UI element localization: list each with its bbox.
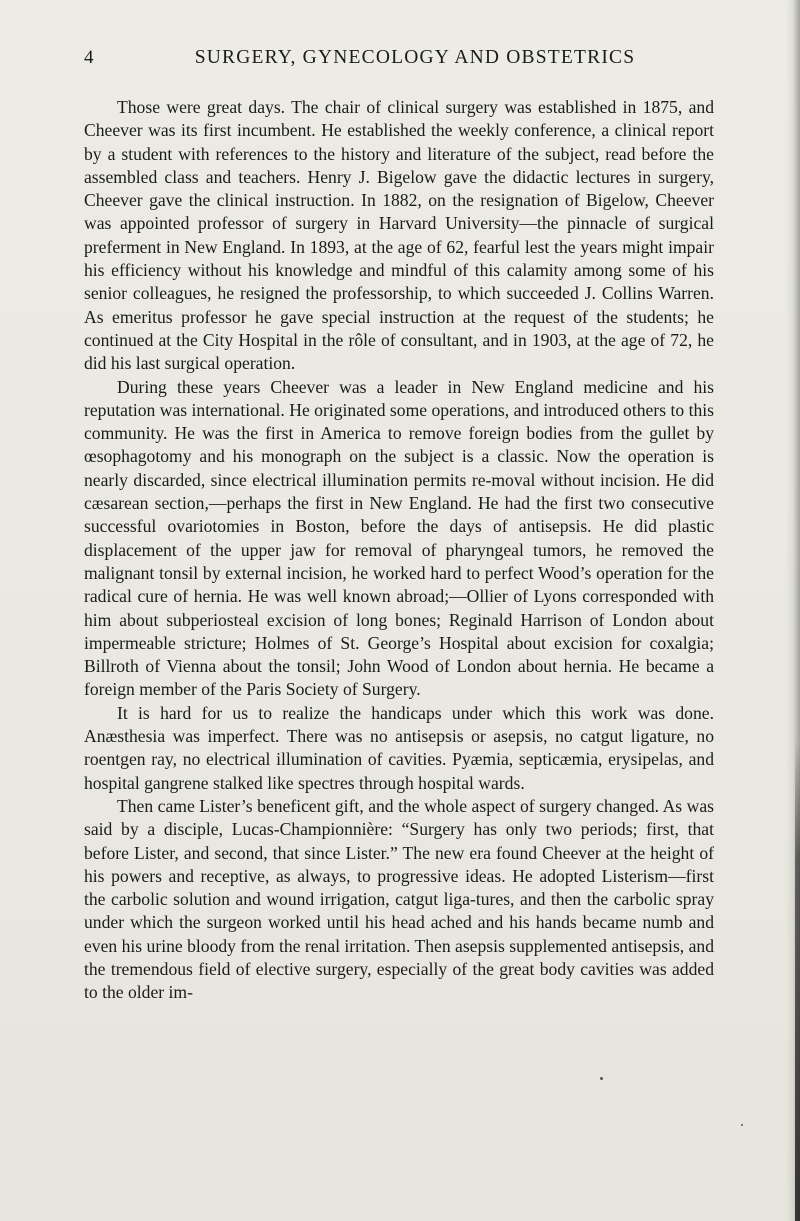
paragraph-leader-in-medicine: During these years Cheever was a leader in New England medicine and his reputation was international. He originated some operations, and introduced others to this community. He was the first in America to remove foreign bodies from the gullet by œsophagotomy and his monograph on the subject is a classic. Now the operation is nearly discarded, since electrical illumination permits re-moval without incision. He did cæsarean section,—perhaps the first in New England. He had the first two consecutive successful ovariotomies in Boston, before the days of antisepsis. He did plastic displacement of the upper jaw for removal of pharyngeal tumors, he removed the malignant tonsil by external incision, he worked hard to perfect Wood’s operation for the radical cure of hernia. He was well known abroad;—Ollier of Lyons corresponded with him about subperiosteal excision of long bones; Reginald Harrison of London about impermeable stricture; Holmes of St. George’s Hospital about excision for coxalgia; Billroth of Vienna about the tonsil; John Wood of London about hernia. He became a foreign member of the Paris Society of Surgery. [84, 376, 714, 700]
paper-speck [600, 1077, 603, 1080]
page-number: 4 [84, 47, 94, 68]
page-header [84, 47, 712, 73]
paragraph-lister: Then came Lister’s beneficent gift, and the whole aspect of surgery changed. As was said by a disciple, Lucas-Championnière: “Surgery has only two periods; first, that before Lister, and second, that since Lister.” The new era found Cheever at the height of his powers and receptive, as always, to progressive ideas. He adopted Listerism—first the carbolic solution and wound irrigation, catgut liga-tures, and then the carbolic spray under which the surgeon worked until his head ached and his hands became numb and even his urine bloody from the renal irritation. Then asepsis supplemented antisepsis, and the tremendous field of elective surgery, especially of the great body cavities was added to the older im- [84, 795, 714, 1003]
paper-speck [741, 1124, 743, 1126]
paragraph-handicaps: It is hard for us to realize the handicaps under which this work was done. Anæsthesia was imperfect. There was no antisepsis or asepsis, no catgut ligature, no roentgen ray, no electrical illumination of cavities. Pyæmia, septicæmia, erysipelas, and hospital gangrene stalked like spectres through hospital wards. [84, 702, 714, 793]
paragraph-chair-of-surgery: Those were great days. The chair of clinical surgery was established in 1875, and Cheever was its first incumbent. He established the weekly conference, a clinical report by a student with references to the history and literature of the subject, read before the assembled class and teachers. Henry J. Bigelow gave the didactic lectures in surgery, Cheever gave the clinical instruction. In 1882, on the resignation of Bigelow, Cheever was appointed professor of surgery in Harvard University—the pinnacle of surgical preferment in New England. In 1893, at the age of 62, fearful lest the years might impair his efficiency without his knowledge and mindful of this calamity among some of his senior colleagues, he resigned the professorship, to which succeeded J. Collins Warren. As emeritus professor he gave special instruction at the request of the students; he continued at the City Hospital in the rôle of consultant, and in 1903, at the age of 72, he did his last surgical operation. [84, 97, 714, 374]
page-edge-binding [795, 740, 800, 1221]
body-text [84, 96, 714, 1005]
running-head: SURGERY, GYNECOLOGY AND OBSTETRICS [194, 47, 636, 68]
